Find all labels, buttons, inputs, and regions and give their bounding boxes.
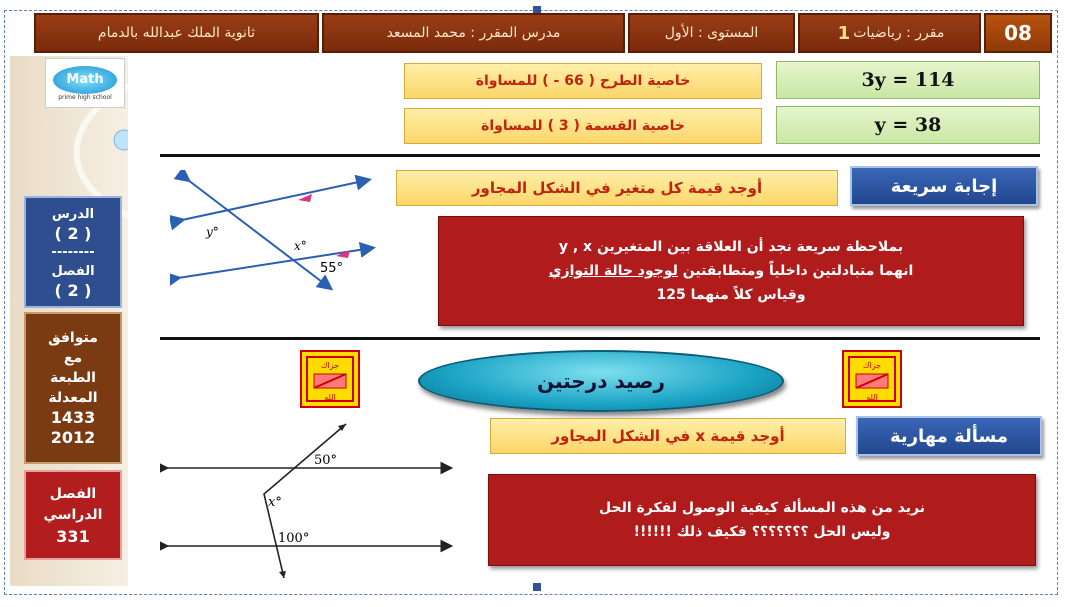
reward-banner: رصيد درجتين	[418, 350, 784, 412]
edition-box	[24, 312, 122, 464]
level-label: المستوى : الأول	[628, 13, 795, 53]
quick-line-2: انهما متبادلتين داخلياً ومتطابقتين لوجود حالة التوازي	[548, 263, 914, 279]
teacher-label: مدرس المقرر : محمد المسعد	[322, 13, 625, 53]
angle-label-y: y°	[206, 225, 219, 239]
stamp-icon-left	[300, 350, 360, 408]
logo-subtitle: prime high school	[58, 93, 112, 101]
quick-line-1: بملاحظة سريعة نجد أن العلاقة بين المتغيرين y , x	[558, 239, 904, 255]
skill-line-2: وليس الحل ؟؟؟؟؟؟؟ فكيف ذلك !!!!!!	[633, 524, 891, 540]
parallel-lines-figure-2	[160, 418, 460, 590]
svg-text:جزاك: جزاك	[862, 361, 882, 370]
quick-line-3: وقياس كلاً منهما 125	[656, 287, 806, 303]
divider-line-1	[160, 154, 1040, 157]
lesson-value: ( 2 )	[54, 223, 92, 243]
chapter-label: الفصل	[51, 263, 95, 279]
figure2-angle-100: 100°	[278, 531, 310, 546]
year-gregorian: 2012	[50, 428, 96, 447]
skill-line-1: نريد من هذه المسألة كيفية الوصول لفكرة الحل	[599, 500, 925, 516]
math-logo	[45, 58, 125, 108]
compat-line: المعدلة	[48, 390, 98, 406]
year-hijri: 1433	[50, 408, 96, 427]
svg-text:جزاك: جزاك	[320, 361, 340, 370]
angle-label-55: 55°	[320, 261, 344, 276]
angle-label-x: x°	[294, 239, 307, 253]
lesson-chapter-box	[24, 196, 122, 308]
compat-line: متوافق	[48, 330, 98, 346]
equation-2: y = 38	[776, 106, 1040, 144]
parallel-lines-figure-1	[170, 170, 390, 300]
chapter-value: ( 2 )	[54, 280, 92, 300]
lesson-label: الدرس	[51, 206, 95, 222]
skill-task: أوجد قيمة x في الشكل المجاور	[490, 418, 846, 454]
figure2-angle-50: 50°	[314, 453, 338, 468]
semester-line: الفصل	[49, 485, 97, 502]
math-logo-icon: Math	[53, 66, 117, 94]
semester-code: 331	[56, 526, 90, 546]
svg-text:الله: الله	[324, 393, 336, 402]
equation-1: 3y = 114	[776, 61, 1040, 99]
course-title: مقرر : رياضيات 1	[798, 13, 981, 53]
property-division: خاصية القسمة ( 3 ) للمساواة	[404, 108, 762, 144]
stamp-icon-right	[842, 350, 902, 408]
school-label: ثانوية الملك عبدالله بالدمام	[34, 13, 319, 53]
skill-problem-label: مسألة مهارية	[856, 416, 1042, 456]
quick-answer-label: إجابة سريعة	[850, 166, 1038, 206]
svg-text:الله: الله	[866, 393, 878, 402]
semester-line: الدراسي	[43, 506, 103, 523]
parallel-line-top	[182, 180, 368, 220]
skill-problem-panel	[488, 474, 1036, 566]
property-subtraction: خاصية الطرح ( 66 - ) للمساواة	[404, 63, 762, 99]
divider: --------	[51, 244, 95, 260]
compat-line: الطبعة	[50, 370, 96, 386]
slide-number: 08	[984, 13, 1052, 53]
quick-task: أوجد قيمة كل متغير في الشكل المجاور	[396, 170, 838, 206]
quick-answer-panel	[438, 216, 1024, 326]
figure2-angle-x: x°	[268, 495, 282, 510]
semester-box	[24, 470, 122, 560]
compat-line: مع	[63, 350, 83, 366]
divider-line-2	[160, 337, 1040, 340]
selection-handle-bottom[interactable]	[533, 583, 541, 591]
